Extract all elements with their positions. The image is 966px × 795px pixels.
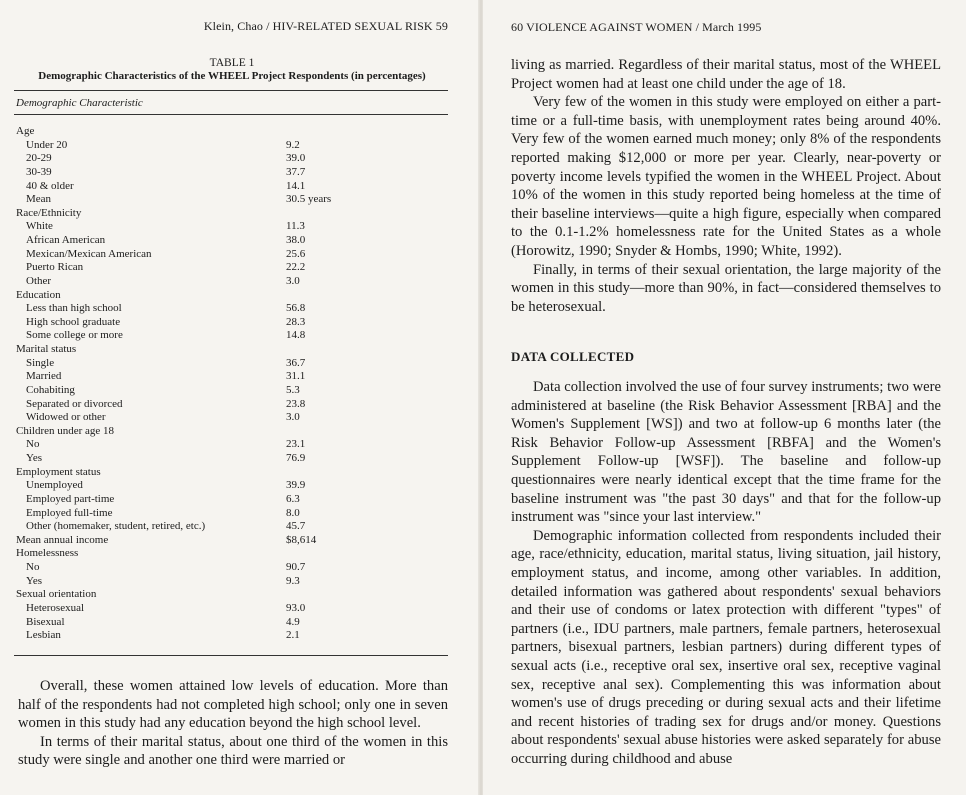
row-value: 4.9 — [286, 615, 300, 628]
table-row — [16, 534, 436, 548]
row-value: 36.7 — [286, 356, 306, 369]
right-page — [483, 0, 966, 795]
table-row — [16, 343, 436, 357]
table-row — [16, 316, 436, 330]
row-value: 37.7 — [286, 165, 306, 178]
row-value: 3.0 — [286, 274, 300, 287]
row-label: White — [26, 220, 53, 233]
right-body-text-top — [511, 56, 941, 316]
row-label: Puerto Rican — [26, 261, 84, 274]
table-header-rule — [14, 114, 448, 115]
row-value: 9.3 — [286, 574, 300, 587]
table-row — [16, 329, 436, 343]
row-label: 30-39 — [26, 165, 52, 178]
row-value: 22.2 — [286, 261, 306, 274]
section-heading: DATA COLLECTED — [511, 349, 635, 364]
row-label: Education — [16, 288, 61, 301]
right-running-head: 60 VIOLENCE AGAINST WOMEN / March 1995 — [511, 20, 762, 34]
row-label: Separated or divorced — [26, 397, 123, 410]
table-row — [16, 220, 436, 234]
row-label: Lesbian — [26, 629, 61, 642]
table-row — [16, 275, 436, 289]
row-value: 25.6 — [286, 247, 306, 260]
row-value: $8,614 — [286, 533, 317, 546]
row-label: No — [26, 561, 40, 573]
row-label: Employed part-time — [26, 492, 115, 505]
row-label: Other (homemaker, student, retired, etc.) — [26, 520, 206, 533]
table-row — [16, 370, 436, 384]
table-row — [16, 180, 436, 194]
left-page — [0, 0, 480, 795]
row-value: 6.3 — [286, 492, 300, 505]
row-label: Employment status — [16, 465, 101, 478]
row-label: Mean — [26, 193, 52, 206]
table-row — [16, 398, 436, 412]
table-row — [16, 234, 436, 248]
table-row — [16, 438, 436, 452]
table-row — [16, 602, 436, 616]
table-row — [16, 425, 436, 439]
row-value: 14.8 — [286, 329, 306, 342]
table-column-header: Demographic Characteristic — [16, 97, 143, 109]
paragraph: Data collection involved the use of four survey instruments; two were administered at baseline (the Risk Behavior Assessment [RBA] and the Women's Supplement [WS]) and two at follow-up 6 months later (the Risk Behavior Follow-up Assessment [RBFA] and the Women's Supplement Follow-up [WSF]). The baseline and follow-up questionnaires were nearly identical except that the time frame for the baseline instrument was "the past 30 days" and that for the follow-up instrument was "since your last interview." — [511, 379, 941, 526]
table-row — [16, 125, 436, 139]
row-value: 23.8 — [286, 397, 306, 410]
demographics-table — [16, 125, 436, 643]
row-value: 28.3 — [286, 315, 306, 328]
row-label: Children under age 18 — [16, 424, 115, 437]
table-row — [16, 411, 436, 425]
row-label: High school graduate — [26, 315, 121, 328]
row-label: Sexual orientation — [16, 588, 97, 601]
row-label: Bisexual — [26, 615, 65, 628]
row-value: 8.0 — [286, 506, 300, 519]
paragraph: Finally, in terms of their sexual orientation, the large majority of the women in this study—more than 90%, in fact—considered themselves to be heterosexual. — [511, 261, 941, 315]
table-row — [16, 466, 436, 480]
row-label: Homelessness — [16, 547, 79, 560]
table-top-rule — [14, 90, 448, 91]
left-running-head: Klein, Chao / HIV-RELATED SEXUAL RISK 59 — [203, 19, 448, 33]
row-label: Unemployed — [26, 479, 83, 492]
table-row — [16, 384, 436, 398]
row-label: African American — [26, 234, 106, 246]
row-value: 9.2 — [286, 138, 300, 151]
left-body-text — [18, 677, 448, 770]
row-label: Marital status — [16, 343, 77, 355]
table-row — [16, 616, 436, 630]
paragraph: living as married. Regardless of their marital status, most of the WHEEL Project women had at least one child under the age of 18. — [511, 57, 941, 92]
paragraph: Very few of the women in this study were employed on either a part-time or a full-time basis, with unemployment rates being around 40%. Very few of the women earned much money; only 8% of the respondents reported making $12,000 or more per year. Clearly, near-poverty or poverty income levels typified the women in the WHEEL Project. About 10% of the women in this study reported being homeless at the time of their baseline interviews—quite a high figure, especially when compared to the 0.1-1.2% homelessness rate for the United States as a whole (Horowitz, 1990; Snyder & Hombs, 1990; White, 1992). — [511, 94, 941, 259]
table-row — [16, 289, 436, 303]
table-row — [16, 302, 436, 316]
row-label: Married — [26, 370, 62, 383]
row-label: Other — [26, 274, 52, 287]
row-value: 56.8 — [286, 302, 306, 315]
row-label: Cohabiting — [26, 383, 75, 396]
row-label: Under 20 — [26, 138, 68, 151]
row-value: 39.9 — [286, 479, 306, 492]
table-row — [16, 152, 436, 166]
row-value: 14.1 — [286, 179, 306, 192]
row-value: 76.9 — [286, 452, 306, 464]
row-label: Mexican/Mexican American — [26, 247, 152, 260]
table-bottom-rule — [14, 655, 448, 656]
row-value: 39.0 — [286, 152, 306, 165]
row-label: Single — [26, 356, 55, 369]
paragraph: Demographic information collected from respondents included their age, race/ethnicity, education, marital status, living situation, jail history, employment status, and income, among other variables. In addition, detailed information was gathered about respondents' sexual behaviors and their use of condoms or latex protection with different "types" of partners (i.e., IDU partners, male partners, female partners, heterosexual partners, bisexual partners, lesbian partners) during different types of sexual acts (i.e., receptive oral sex, insertive oral sex, receptive vaginal sex, receptive anal sex). Complementing this was information about women's use of drugs preceding or during sexual acts and their lifetime and recent histories of trading sex for drugs and/or money. Questions about respondents' sexual abuse histories were asked separately for abuse occurring during childhood and abuse — [511, 527, 941, 767]
table-label: TABLE 1 — [209, 57, 255, 69]
row-label: Widowed or other — [26, 411, 106, 424]
paragraph: Overall, these women attained low levels of education. More than half of the respondents had not completed high school; only one in seven women in this study had any education beyond the high school level. — [18, 678, 448, 732]
row-value: 90.7 — [286, 561, 306, 573]
table-title: Demographic Characteristics of the WHEEL Project Respondents (in percentages) — [38, 70, 426, 82]
table-row — [16, 520, 436, 534]
row-value: 3.0 — [286, 411, 300, 424]
table-row — [16, 479, 436, 493]
table-row — [16, 629, 436, 643]
row-value: 11.3 — [286, 220, 305, 233]
table-row — [16, 261, 436, 275]
row-label: Employed full-time — [26, 506, 113, 519]
table-row — [16, 248, 436, 262]
row-label: Heterosexual — [26, 601, 85, 614]
table-row — [16, 561, 436, 575]
paragraph: In terms of their marital status, about one third of the women in this study were single and another one third were married or — [18, 733, 448, 769]
row-label: Mean annual income — [16, 533, 109, 546]
row-label: Race/Ethnicity — [16, 206, 82, 219]
row-value: 93.0 — [286, 601, 306, 614]
row-label: 20-29 — [26, 152, 52, 165]
row-label: Less than high school — [26, 302, 122, 315]
table-row — [16, 575, 436, 589]
table-row — [16, 193, 436, 207]
table-row — [16, 139, 436, 153]
table-row — [16, 493, 436, 507]
row-value: 5.3 — [286, 383, 300, 396]
row-label: No — [26, 438, 40, 451]
table-row — [16, 166, 436, 180]
table-row — [16, 357, 436, 371]
table-row — [16, 452, 436, 466]
table-row — [16, 207, 436, 221]
row-value: 23.1 — [286, 438, 306, 451]
row-label: Age — [16, 125, 35, 137]
row-label: Yes — [26, 452, 43, 464]
table-row — [16, 547, 436, 561]
table-row — [16, 507, 436, 521]
table-row — [16, 588, 436, 602]
row-value: 45.7 — [286, 520, 306, 533]
row-value: 38.0 — [286, 234, 306, 246]
row-label: Some college or more — [26, 329, 123, 342]
row-value: 31.1 — [286, 370, 306, 383]
row-label: Yes — [26, 574, 43, 587]
row-label: 40 & older — [26, 179, 74, 192]
row-value: 2.1 — [286, 629, 300, 642]
table-title-block — [14, 57, 450, 83]
right-body-text-bottom — [511, 378, 941, 768]
row-value: 30.5 years — [286, 193, 332, 206]
